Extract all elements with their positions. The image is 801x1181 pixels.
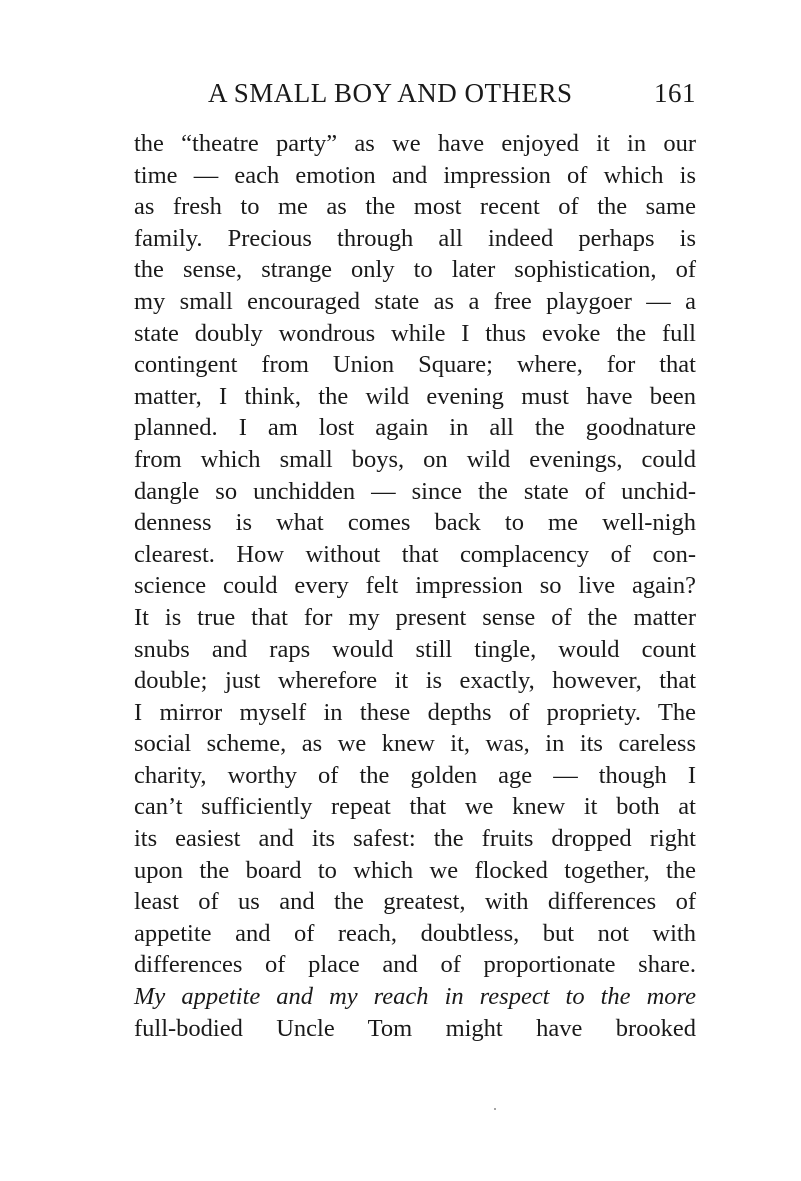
text-line: denness is what comes back to me well-nigh bbox=[134, 509, 696, 537]
text-line: my small encouraged state as a free playgoer — a bbox=[134, 287, 696, 315]
text-line: appetite and of reach, doubtless, but not with bbox=[134, 919, 696, 947]
body-text bbox=[134, 128, 696, 1044]
text-line: social scheme, as we knew it, was, in its careless bbox=[134, 730, 696, 758]
text-line: clearest. How without that complacency of con- bbox=[134, 540, 696, 568]
text-line: family. Precious through all indeed perhaps is bbox=[134, 224, 696, 252]
text-line-last: full-bodied Uncle Tom might have brooked bbox=[134, 1014, 696, 1042]
scan-speck bbox=[494, 1108, 496, 1110]
text-line: dangle so unchidden — since the state of unchid- bbox=[134, 477, 696, 505]
italic-line-rest: reach in respect to the more bbox=[357, 983, 697, 1011]
text-line: snubs and raps would still tingle, would count bbox=[134, 635, 696, 663]
text-line: science could every felt impression so live again? bbox=[134, 572, 696, 600]
text-line: matter, I think, the wild evening must have been bbox=[134, 382, 696, 410]
text-line: It is true that for my present sense of the matter bbox=[134, 603, 696, 631]
running-title: A SMALL BOY AND OTHERS bbox=[208, 78, 573, 108]
text-line: its easiest and its safest: the fruits dropped right bbox=[134, 825, 696, 853]
text-line: least of us and the greatest, with differences of bbox=[134, 888, 696, 916]
running-head bbox=[208, 78, 696, 114]
text-line: charity, worthy of the golden age — though I bbox=[134, 761, 696, 789]
text-line: I mirror myself in these depths of propriety. The bbox=[134, 698, 696, 726]
page-number: 161 bbox=[654, 78, 696, 108]
text-line: as fresh to me as the most recent of the same bbox=[134, 193, 696, 221]
text-line: upon the board to which we flocked together, the bbox=[134, 856, 696, 884]
text-line: the sense, strange only to later sophistication, of bbox=[134, 256, 696, 284]
text-line: from which small boys, on wild evenings, could bbox=[134, 445, 696, 473]
text-line: contingent from Union Square; where, for that bbox=[134, 351, 696, 379]
text-line: time — each emotion and impression of which is bbox=[134, 161, 696, 189]
text-line: can’t sufficiently repeat that we knew it both at bbox=[134, 793, 696, 821]
text-line-italic bbox=[134, 981, 696, 1013]
text-line: the “theatre party” as we have enjoyed it in our bbox=[134, 130, 696, 157]
italic-my: My bbox=[134, 983, 166, 1011]
italic-my-2: my bbox=[329, 983, 358, 1011]
text-line: differences of place and of proportionate share. bbox=[134, 951, 696, 979]
italic-line-mid: appetite and bbox=[165, 983, 330, 1011]
text-line: planned. I am lost again in all the goodnature bbox=[134, 414, 696, 442]
text-line: state doubly wondrous while I thus evoke the full bbox=[134, 319, 696, 347]
text-line: double; just wherefore it is exactly, however, that bbox=[134, 667, 696, 695]
